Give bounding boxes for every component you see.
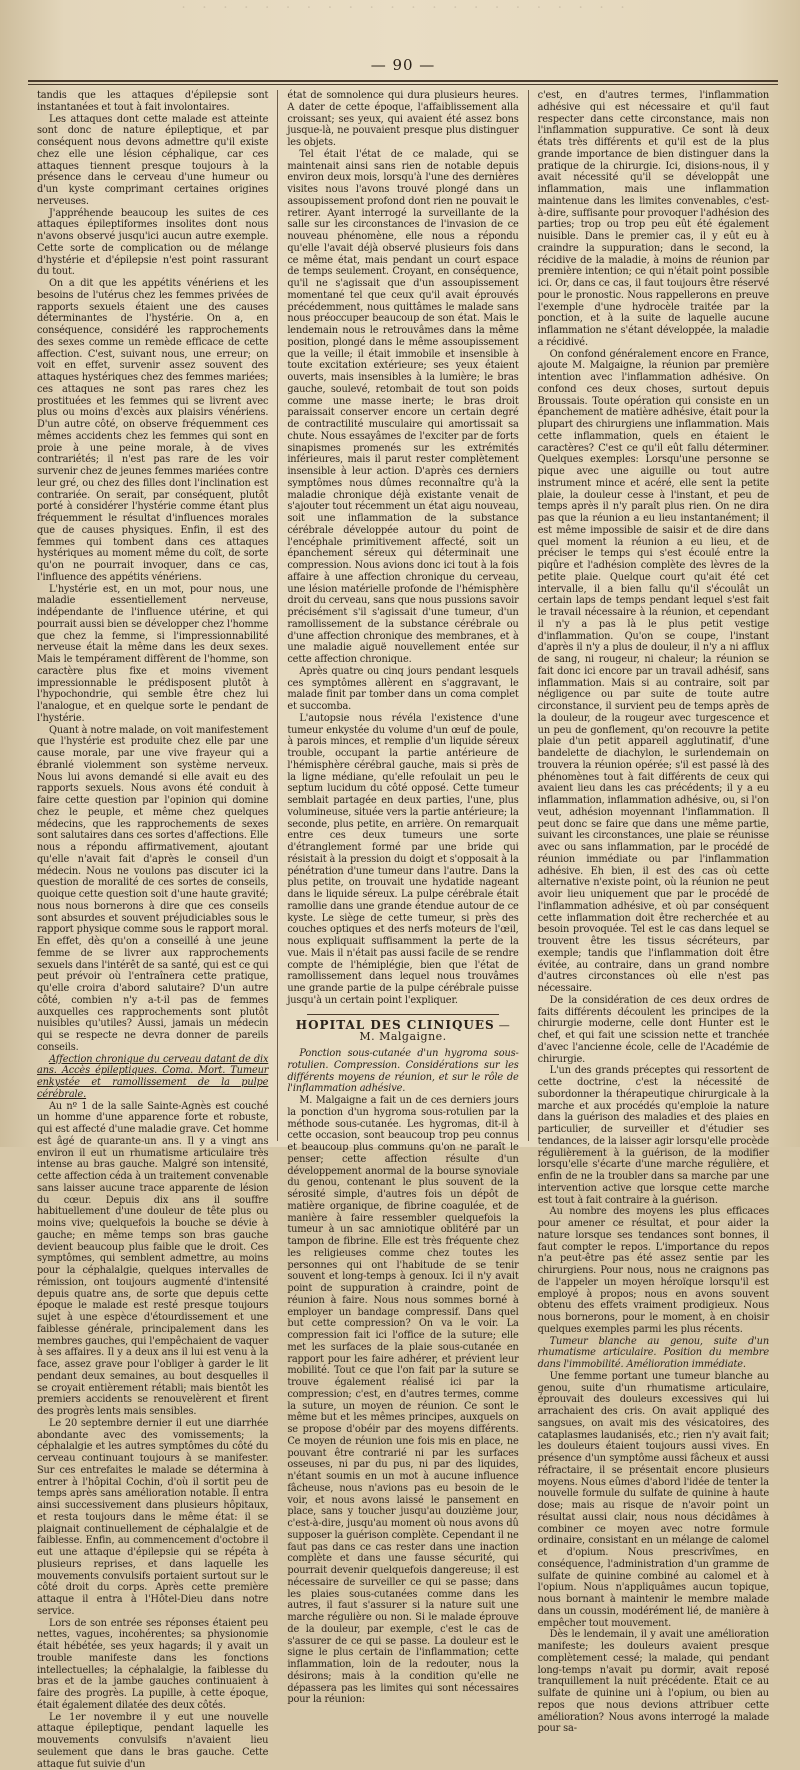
paragraph: c'est, en d'autres termes, l'inflammation adhésive qui est nécessaire et qu'il faut respecter dans cette circonstance, mais non l'inflammation suppurative. Ce sont là deux états très différents et qu'il est de la plus grande importance de bien distinguer dans la pratique de la chirurgie. Ici, disions-nous, il y avait nécessité qu'il se développât une inflammation, mais une inflammation maintenue dans les limites convenables, c'est-à-dire, suffisante pour provoquer l'adhésion des parties; trop ou trop peu eût été également nuisible. Dans le premier cas, il y eût eu à craindre la suppuration; dans le second, la récidive de la maladie, à moins de réunion par première intention; ce qui n'était point possible ici. Or, dans ce cas, il faut toujours être réservé pour le pronostic. Nous rappellerons en preuve l'exemple d'une hydrocèle traitée par la ponction, et à la suite de laquelle aucune inflammation ne s'étant développée, la maladie a récidivé. [538, 90, 769, 349]
paragraph: On confond généralement encore en France, ajoute M. Malgaigne, la réunion par première intention avec l'inflammation adhésive. On confond ces deux choses, surtout depuis Broussais. Toute opération qui consiste en un épanchement de matière adhésive, était pour la plupart des chirurgiens une inflammation. Mais cette inflammation, quels en étaient le caractères? C'est ce qu'il eût fallu déterminer. Quelques exemples: Lorsqu'une personne se pique avec une aiguille ou tout autre instrument mince et acéré, elle sent la petite plaie, la douleur cesse à l'instant, et peu de temps après il n'y paraît plus rien. On ne dira pas que la réunion a eu lieu instantanément; il est même impossible de saisir et de dire dans quel moment la réunion a eu lieu, et de préciser le temps qui s'est écoulé entre la piqûre et l'adhésion complète des lèvres de la petite plaie. Quelque court qu'ait été cet intervalle, il a bien fallu qu'il s'écoulât un certain laps de temps pendant lequel s'est fait le travail nécessaire à la réunion, et cependant il n'y a pas là le plus petit vestige d'inflammation. Qu'on se coupe, l'instant d'après il n'y a plus de douleur, il n'y a ni afflux de sang, ni rougeur, ni chaleur; la réunion se fait donc ici encore par un travail adhésif, sans inflammation. Mais si au contraire, soit par négligence ou par suite de toute autre circonstance, il survient peu de temps après de la douleur, de la rougeur avec turgescence et un peu de gonflement, qu'on recouvre la petite plaie d'un petit appareil agglutinatif, d'une bandelette de diachylon, le surlendemain on trouvera la réunion opérée; s'il est passé là des phénomènes tout à fait différents de ceux qui avaient lieu dans les cas précédents; il y a eu inflammation, inflammation adhésive, ou, si l'on veut, adhésion moyennant l'inflammation. Il peut donc se faire que dans une même partie, suivant les circonstances, une plaie se réunisse avec ou sans inflammation, par le procédé de réunion immédiate ou par l'inflammation adhésive. Eh bien, il est des cas où cette alternative n'existe point, où la réunion ne peut avoir lieu uniquement que par le procédé de l'inflammation adhésive, et où par conséquent cette inflammation doit être recherchée et au besoin provoquée. Tel est le cas dans lequel se trouvent être les tissus sécréteurs, par exemple; tandis que l'inflammation doit être évitée, au contraire, dans un grand nombre d'autres circonstances où elle n'est pas nécessaire. [538, 349, 769, 995]
paragraph: Dès le lendemain, il y avait une amélioration manifeste; les douleurs avaient presque complètement cessé; la malade, qui pendant long-temps n'avait pu dormir, avait reposé tranquillement la nuit précédente. Etait ce au sulfate de quinine uni à l'opium, ou bien au repos que nous devions attribuer cette amélioration? Nous avons interrogé la malade pour sa- [538, 1629, 769, 1735]
column-2 [277, 90, 527, 1141]
column-3 [528, 90, 778, 1141]
lecture-title: Ponction sous-cutanée d'un hygroma sous-rotulien. Compression. Considérations sur les différents moyens de réunion, et sur le rôle de l'inflammation adhésive. [287, 1048, 518, 1095]
hospital-surgeon: — M. Malgaigne. [359, 1019, 510, 1044]
paragraph: On a dit que les appétits vénériens et les besoins de l'utérus chez les femmes privées de rapports sexuels étaient une des causes déterminantes de l'hystérie. On a, en conséquence, considéré les rapprochements des sexes comme un remède efficace de cette affection. C'est, suivant nous, une erreur; on voit en effet, survenir assez souvent des attaques hystériques chez des femmes mariées; ces attaques ne sont pas rares chez les prostituées et les femmes qui se livrent avec plus ou moins d'excès aux plaisirs vénériens. D'un autre côté, on observe fréquemment ces mêmes accidents chez les femmes qui sont en proie à une peine morale, à de vives contrariétés; il n'est pas rare de les voir survenir chez de jeunes femmes mariées contre leur gré, ou chez des filles dont l'inclination est contrariée. On serait, par conséquent, plutôt porté à considérer l'hystérie comme étant plus fréquemment le résultat d'influences morales que de causes physiques. Enfin, il est des femmes qui tombent dans ces attaques hystériques au moment même du coït, de sorte qu'on ne pourrait invoquer, dans ce cas, l'influence des appétits vénériens. [37, 278, 268, 584]
section-divider [307, 1014, 498, 1015]
paragraph: Les attaques dont cette malade est atteinte sont donc de nature épileptique, et par conséquent nous devons admettre qu'il existe chez elle une lésion céphalique, car ces attaques tiennent presque toujours à la présence dans le cerveau d'une humeur ou d'un kyste comprimant certaines origines nerveuses. [37, 114, 268, 208]
paragraph: état de somnolence qui dura plusieurs heures. A dater de cette époque, l'affaiblissement alla croissant; ses yeux, qui avaient été assez bons jusque-là, ne pouvaient presque plus distinguer les objets. [287, 90, 518, 149]
paragraph: tandis que les attaques d'épilepsie sont instantanées et tout à fait involontaires. [37, 90, 268, 114]
page-number: — 90 — [371, 56, 436, 74]
paragraph: Tel était l'état de ce malade, qui se maintenait ainsi sans rien de notable depuis environ deux mois, lorsqu'à l'une des dernières visites nous l'avons trouvé plongé dans un assoupissement profond dont rien ne pouvait le retirer. Ayant interrogé la surveillante de la salle sur les circonstances de l'invasion de ce nouveau phénomène, elle nous a répondu qu'elle l'avait déjà observé plusieurs fois dans ce même état, mais pendant un court espace de temps seulement. Croyant, en conséquence, qu'il ne s'agissait que d'un assoupissement momentané tel que ceux qu'il avait éprouvés précédemment, nous quittâmes le malade sans nous préoccuper beaucoup de son état. Mais le lendemain nous le retrouvâmes dans la même position, plongé dans le même assoupissement que la veille; il était immobile et insensible à toute excitation extérieure; ses yeux étaient ouverts, mais insensibles à la lumière; le bras gauche, soulevé, retombait de tout son poids comme une masse inerte; le bras droit paraissait conserver encore un certain degré de contractilité musculaire qui amortissait sa chute. Nous essayâmes de l'exciter par de forts sinapismes promenés sur les extrémités inférieures, mais il parut rester complètement insensible à leur action. D'après ces derniers symptômes nous dûmes reconnaître qu'à la maladie chronique déjà existante venait de s'ajouter tout récemment un état aigu nouveau, soit une inflammation de la substance cérébrale développée autour du point de l'encéphale primitivement affecté, soit un épanchement séreux qui déterminait une compression. Nous avions donc ici tout à la fois affaire à une affection chronique du cerveau, une lésion matérielle profonde de l'hémisphère droit du cerveau, sans que nous pussions savoir précisément s'il s'agissait d'une tumeur, d'un ramollissement de la substance cérébrale ou d'une affection chronique des membranes, et à une maladie aiguë nouvellement entée sur cette affection chronique. [287, 149, 518, 666]
paragraph: Après quatre ou cinq jours pendant lesquels ces symptômes allèrent en s'aggravant, le malade finit par tomber dans un coma complet et succomba. [287, 666, 518, 713]
paragraph: Une femme portant une tumeur blanche au genou, suite d'un rhumatisme articulaire, éprouvait des douleurs excessives qui lui arrachaient des cris. On avait appliqué des sangsues, on avait mis des vésicatoires, des cataplasmes laudanisés, etc.; rien n'y avait fait; les douleurs étaient toujours aussi vives. En présence d'un symptôme aussi fâcheux et aussi réfractaire, il se présentait encore plusieurs moyens. Nous eûmes d'abord l'idée de tenter la nouvelle formule du sulfate de quinine à haute dose; mais au risque de n'avoir point un résultat aussi clair, nous nous décidâmes à combiner ce moyen avec notre formule ordinaire, consistant en un mélange de calomel et d'opium. Nous prescrivîmes, en conséquence, l'administration d'un gramme de sulfate de quinine combiné au calomel et à l'opium. Nous n'appliquâmes aucun topique, nous bornant à maintenir le membre malade dans un coussin, modérément lié, de manière à empêcher tout mouvement. [538, 1371, 769, 1630]
paragraph: L'hystérie est, en un mot, pour nous, une maladie essentiellement nerveuse, indépendante de l'influence utérine, et qui pourrait aussi bien se développer chez l'homme que chez la femme, si l'impressionnabilité nerveuse était la même dans les deux sexes. Mais le tempérament diffèrent de l'homme, son caractère plus fixe et moins vivement impressionnable le prédisposent plutôt à l'hypochondrie, qui semble être chez lui l'analogue, et en quelque sorte le pendant de l'hystérie. [37, 584, 268, 725]
case-title-text: Affection chronique du cerveau datant de dix ans. Accès épileptiques. Coma. Mort. Tumeur enkystée et ramollissement de la pulpe cérébrale. [37, 1054, 268, 1100]
paragraph: De la considération de ces deux ordres de faits différents découlent les principes de la chirurgie moderne, celle dont Hunter est le chef, et qui fait une scission nette et tranchée d'avec l'ancienne école, celle de l'Académie de chirurgie. [538, 995, 769, 1066]
paragraph: J'appréhende beaucoup les suites de ces attaques épileptiformes insolites dont nous n'avons observé jusqu'ici aucun autre exemple. Cette sorte de complication ou de mélange d'hystérie et d'épilepsie n'est point rassurant du tout. [37, 208, 268, 279]
hospital-name: HOPITAL DES CLINIQUES [296, 1018, 495, 1032]
text-columns [28, 90, 778, 1141]
page-header [28, 56, 778, 82]
paragraph: Au nombre des moyens les plus efficaces pour amener ce résultat, et pour aider la nature lorsque ses tendances sont bonnes, il faut compter le repos. L'importance du repos n'a peut-être pas été assez sentie par les chirurgiens. Pour nous, nous ne craignons pas de l'appeler un moyen héroïque lorsqu'il est employé à propos; nous en avons souvent obtenu des effets vraiment prodigieux. Nous nous bornerons, pour le moment, à en choisir quelques exemples parmi les plus récents. [538, 1206, 769, 1335]
paragraph: Le 1er novembre il y eut une nouvelle attaque épileptique, pendant laquelle les mouvements convulsifs n'avaient lieu seulement que dans le bras gauche. Cette attaque fut suivie d'un [37, 1712, 268, 1770]
column-1 [28, 90, 277, 1141]
paragraph: Le 20 septembre dernier il eut une diarrhée abondante avec des vomissements; la céphalalgie et les autres symptômes du côté du cerveau continuant toujours à se manifester. Sur ces entrefaites le malade se détermina à entrer à l'hôpital Cochin, d'où il sortit peu de temps après sans amélioration notable. Il entra ainsi successivement dans plusieurs hôpitaux, et resta toujours dans le même état: il se plaignait continuellement de céphalalgie et de faiblesse. Enfin, au commencement d'octobre il eut une attaque d'épilepsie qui se répéta à plusieurs reprises, et dans laquelle les mouvements convulsifs portaient surtout sur le côté droit du corps. Après cette première attaque il entra à l'Hôtel-Dieu dans notre service. [37, 1418, 268, 1618]
case-title [37, 1054, 268, 1101]
paragraph: L'un des grands préceptes qui ressortent de cette doctrine, c'est la nécessité de subordonner la thérapeutique chirurgicale à la marche et aux procédés qu'emploie la nature dans la guérison des maladies et des plaies en particulier, de surveiller et d'étudier ses tendances, de la laisser agir lorsqu'elle procède régulièrement à la guérison, de la modifier lorsqu'elle s'écarte d'une marche régulière, et enfin de ne la troubler dans sa marche par une intervention active que lorsque cette marche est tout à fait contraire à la guérison. [538, 1065, 769, 1206]
bleed-through-text: · · · · · · · · · · · · · · · · · · · · · · [0, 0, 800, 16]
hospital-heading [287, 1020, 518, 1044]
case-title: Tumeur blanche au genou, suite d'un rhumatisme articulaire. Position du membre dans l'immobilité. Amélioration immédiate. [538, 1336, 769, 1371]
paragraph: L'autopsie nous révéla l'existence d'une tumeur enkystée du volume d'un œuf de poule, à parois minces, et remplie d'un liquide séreux trouble, occupant la partie antérieure de l'hémisphère cérébral gauche, mais si près de la ligne médiane, qu'elle refoulait un peu le septum lucidum du côté opposé. Cette tumeur semblait partagée en deux parties, l'une, plus volumineuse, située vers la partie antérieure; la seconde, plus petite, en arrière. On remarquait entre ces deux tumeurs une sorte d'étranglement formé par une bride qui résistait à la pression du doigt et s'opposait à la pénétration d'une tumeur dans l'autre. Dans la plus petite, on trouvait une hydatide nageant dans le liquide séreux. La pulpe cérébrale était ramollie dans une grande étendue autour de ce kyste. Le siège de cette tumeur, si près des couches optiques et des nerfs moteurs de l'œil, nous expliquait suffisamment la perte de la vue. Mais il n'était pas aussi facile de se rendre compte de l'hémiplégie, bien que l'état de ramollissement dans lequel nous trouvâmes une grande partie de la pulpe cérébrale puisse jusqu'à un certain point l'expliquer. [287, 713, 518, 1007]
paragraph: M. Malgaigne a fait un de ces derniers jours la ponction d'un hygroma sous-rotulien par la méthode sous-cutanée. Les hygromas, dit-il à cette occasion, sont beaucoup trop peu connus et beaucoup plus communs qu'on ne paraît le penser; cette affection résulte d'un développement anormal de la bourse synoviale du genou, contenant le plus souvent de la sérosité simple, d'autres fois un dépôt de matière organique, de fibrine coagulée, et de manière à faire ressembler quelquefois la tumeur à un sac amniotique oblitéré par un tampon de fibrine. Elle est très fréquente chez les religieuses comme chez toutes les personnes qui ont l'habitude de se tenir souvent et long-temps à genoux. Ici il n'y avait point de suppuration à craindre, point de réunion à faire. Nous nous sommes borné à employer un bandage compressif. Dans quel but cette compression? On va le voir. La compression fait ici l'office de la suture; elle met les surfaces de la plaie sous-cutanée en rapport pour les faire adhérer, et prévient leur mobilité. Tout ce que l'on fait par la suture se trouve également réalisé ici par la compression; c'est, en d'autres termes, comme la suture, un moyen de réunion. Ce sont le même but et les mêmes principes, auxquels on se propose d'obéir par des moyens différents. Ce moyen de réunion une fois mis en place, ne pouvant être contrarié ni par les surfaces osseuses, ni par du pus, ni par des liquides, n'étant soumis en un mot à aucune influence fâcheuse, nous n'avions pas eu besoin de le voir, et nous avons laissé le pansement en place, sans y toucher jusqu'au douzième jour, c'est-à-dire, jusqu'au moment où nous avons dû supposer la guérison complète. Cependant il ne faut pas dans ce cas rester dans une inaction complète et dans une fausse sécurité, qui pourrait devenir quelquefois dangereuse; il est nécessaire de surveiller ce qui se passe; dans les plaies sous-cutanées comme dans les autres, il faut s'assurer si la nature suit une marche régulière ou non. Si le malade éprouve de la douleur, par exemple, c'est le cas de s'assurer de ce qui se passe. La douleur est le signe le plus certain de l'inflammation; cette inflammation, loin de la redouter, nous la désirons; mais à la condition qu'elle ne dépassera pas les limites qui sont nécessaires pour la réunion: [287, 1095, 518, 1706]
paragraph: Lors de son entrée ses réponses étaient peu nettes, vagues, incohérentes; sa physionomie était hébétée, ses yeux hagards; il y avait un trouble manifeste dans les fonctions intellectuelles; la céphalalgie, la faiblesse du bras et de la jambe gauches continuaient à faire des progrès. La pupille, à cette époque, était également dilatée des deux côtés. [37, 1618, 268, 1712]
paragraph: Quant à notre malade, on voit manifestement que l'hystérie est produite chez elle par une cause morale, par une vive frayeur qui a ébranlé violemment son système nerveux. Nous lui avons demandé si elle avait eu des rapports sexuels. Nous avons été conduit à faire cette question par l'opinion qui domine chez le peuple, et même chez quelques médecins, que les rapprochements de sexes sont salutaires dans ces sortes d'affections. Elle nous a répondu affirmativement, ajoutant qu'elle n'avait fait d'après le conseil d'un médecin. Nous ne voulons pas discuter ici la question de moralité de ces sortes de conseils, quoique cette question soit d'une haute gravité; nous nous bornerons à dire que ces conseils sont absurdes et souvent préjudiciables sous le rapport physique comme sous le rapport moral. En effet, dès qu'on a conseillé à une jeune femme de se livrer aux rapprochements sexuels dans l'intérêt de sa santé, qui est ce qui peut prévoir où l'entraînera cette pratique, qu'elle croira d'abord salutaire? D'un autre côté, combien n'y a-t-il pas de femmes auxquelles ces rapprochements sont plutôt nuisibles qu'utiles? Aussi, jamais un médecin qui se respecte ne devra donner de pareils conseils. [37, 725, 268, 1054]
paragraph: Au nº 1 de la salle Sainte-Agnès est couché un homme d'une apparence forte et robuste, qui est affecté d'une maladie grave. Cet homme est âgé de quarante-un ans. Il y a vingt ans environ il eut un rhumatisme articulaire très intense au bras gauche. Malgré son intensité, cette affection céda à un traitement convenable sans laisser aucune trace apparente de lésion du cœur. Depuis dix ans il souffre habituellement d'une douleur de tête plus ou moins vive; quelquefois la bouche se dévie à gauche; en même temps son bras gauche devient beaucoup plus faible que le droit. Ces symptômes, qui semblent admettre, au moins pour la céphalalgie, quelques intervalles de rémission, ont toujours augmenté d'intensité depuis quatre ans, de sorte que depuis cette époque le malade est resté presque toujours sujet à une espèce d'étourdissement et une faiblesse générale, principalement dans les membres gauches, qui l'empêchaient de vaquer à ses affaires. Il y a deux ans il lui est venu à la face, assez grave pour l'obliger à garder le lit pendant deux semaines, au bout desquelles il se croyait entièrement rétabli; mais bientôt les premiers accidents se renouvelèrent et firent des progrès lents mais sensibles. [37, 1101, 268, 1418]
